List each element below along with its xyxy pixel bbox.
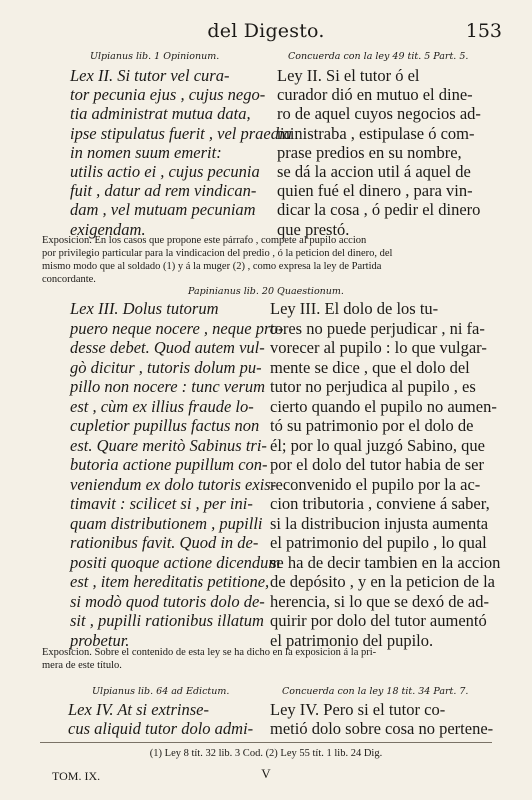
text-line: cus aliquid tutor dolo admi-: [68, 719, 254, 739]
text-line: pillo non nocere : tunc verum: [70, 377, 266, 396]
left-source-caption: Ulpianus lib. 64 ad Edictum.: [92, 686, 230, 697]
text-line: tores no puede perjudicar , ni fa-: [270, 318, 485, 338]
text-line: Ley II. Si el tutor ó el: [277, 66, 420, 85]
spanish-column-ley-iii: [270, 299, 500, 650]
latin-column-lex-iii: [70, 299, 284, 650]
text-line: desse debet. Quod autem vul-: [70, 338, 265, 357]
page-number: 153: [465, 20, 502, 42]
text-line: fuit , datur ad rem vindican-: [70, 181, 257, 201]
text-line: herencia, si lo que se dexó de ad-: [270, 591, 489, 611]
text-line: butoria actione pupillum con-: [70, 455, 268, 474]
text-line: tutor no perjudica al pupilo , es: [270, 377, 476, 396]
text-line: Ley IV. Pero si el tutor co-: [270, 700, 446, 719]
latin-column-lex-iv: [68, 700, 264, 738]
spanish-column-ley-ii: [277, 66, 499, 239]
text-line: timavit : scilicet si , per ini-: [70, 494, 253, 513]
text-line: cion tributoria , conviene á saber,: [270, 494, 490, 513]
text-line: que prestó.: [277, 219, 350, 239]
text-line: Exposicion. En los casos que propone este párrafo , compete al pupilo accion: [42, 235, 367, 246]
text-line: est. Quare meritò Sabinus tri-: [70, 435, 267, 455]
text-line: positi quoque actione dicendum: [70, 552, 281, 572]
running-title: del Digesto.: [207, 20, 325, 42]
footnotes: (1) Ley 8 tít. 32 lib. 3 Cod. (2) Ley 55 tít. 1 lib. 24 Dig.: [149, 748, 383, 759]
text-line: reconvenido el pupilo por la ac-: [270, 474, 481, 494]
text-line: utilis actio ei , cujus pecunia: [70, 162, 260, 182]
exposition-paragraph-2: [42, 646, 494, 672]
page-header: [0, 20, 532, 46]
text-line: est , item hereditatis petitione,: [70, 572, 270, 591]
text-line: Lex III. Dolus tutorum: [70, 299, 219, 318]
text-line: se ha de decir tambien en la accion: [270, 552, 501, 572]
text-line: cierto quando el pupilo no aumen-: [270, 396, 497, 416]
text-line: el patrimonio del pupilo.: [270, 630, 434, 650]
text-line: vorecer al pupilo : lo que vulgar-: [270, 338, 487, 357]
latin-column-lex-ii: [70, 66, 292, 239]
text-line: tor pecunia ejus , cujus nego-: [70, 85, 266, 105]
text-line: se dá la accion util á aquel de: [277, 162, 471, 182]
text-line: probetur.: [70, 630, 130, 650]
spanish-column-ley-iv: [270, 700, 500, 738]
text-line: curador dió en mutuo el dine-: [277, 85, 473, 105]
text-line: concordante.: [42, 274, 96, 285]
text-line: quam distributionem , pupilli: [70, 513, 263, 533]
text-line: exigendam.: [70, 219, 146, 239]
text-line: tia administrat mutua data,: [70, 104, 251, 124]
volume-signature: TOM. IX.: [52, 769, 101, 783]
left-source-caption: Ulpianus lib. 1 Opinionum.: [90, 51, 220, 62]
text-line: mente se dice , que el dolo del: [270, 357, 470, 377]
text-line: ro de aquel cuyos negocios ad-: [277, 104, 481, 124]
text-line: mera de este título.: [42, 660, 122, 671]
text-line: dam , vel mutuam pecuniam: [70, 200, 256, 220]
text-line: gò dicitur , tutoris dolum pu-: [70, 357, 262, 377]
text-line: por privilegio particular para la vindicacion del predio , ó la peticion del dinero, del: [42, 248, 393, 259]
text-line: Lex II. Si tutor vel cura-: [70, 66, 230, 85]
text-line: dicar la cosa , ó pedir el dinero: [277, 200, 481, 220]
right-concordance-caption: Concuerda con la ley 49 tit. 5 Part. 5.: [288, 51, 469, 62]
text-line: de depósito , y en la peticion de la: [270, 572, 495, 591]
text-line: tó su patrimonio por el dolo de: [270, 416, 474, 435]
text-line: Lex IV. At si extrinse-: [68, 700, 209, 719]
text-line: si la distribucion injusta aumenta: [270, 513, 489, 533]
text-line: ipse stipulatus fuerit , vel praedia: [70, 123, 292, 143]
text-line: mismo modo que al soldado (1) y á la muger (2) , como expresa la ley de Partida: [42, 261, 382, 272]
text-line: Exposicion. Sobre el contenido de esta ley se ha dicho en la exposicion á la pri-: [42, 647, 377, 658]
text-line: puero neque nocere , neque pro-: [70, 318, 284, 338]
text-line: si modò quod tutoris dolo de-: [70, 591, 265, 611]
center-source-caption: Papinianus lib. 20 Quaestionum.: [188, 286, 344, 297]
right-concordance-caption: Concuerda con la ley 18 tit. 34 Part. 7.: [282, 686, 469, 697]
text-line: cupletior pupillus factus non: [70, 416, 260, 435]
text-line: in nomen suum emerit:: [70, 142, 222, 162]
text-line: él; por lo qual juzgó Sabino, que: [270, 435, 485, 455]
exposition-paragraph-1: [42, 234, 494, 286]
footnote-rule: [40, 742, 492, 743]
text-line: metió dolo sobre cosa no pertene-: [270, 719, 494, 739]
text-line: quien fué el dinero , para vin-: [277, 181, 473, 201]
text-line: el patrimonio del pupilo , lo qual: [270, 533, 487, 552]
text-line: por el dolo del tutor habia de ser: [270, 455, 484, 474]
text-line: prase predios en su nombre,: [277, 142, 462, 162]
text-line: veniendum ex dolo tutoris exis-: [70, 474, 277, 494]
text-line: quirir por dolo del tutor aumentó: [270, 611, 487, 630]
text-line: sit , pupilli rationibus illatum: [70, 611, 264, 630]
text-line: ministraba , estipulase ó com-: [277, 123, 475, 143]
text-line: est , cùm ex illius fraude lo-: [70, 396, 254, 416]
text-line: rationibus favit. Quod in de-: [70, 533, 259, 552]
text-line: Ley III. El dolo de los tu-: [270, 299, 439, 318]
gathering-signature: V: [261, 766, 271, 781]
